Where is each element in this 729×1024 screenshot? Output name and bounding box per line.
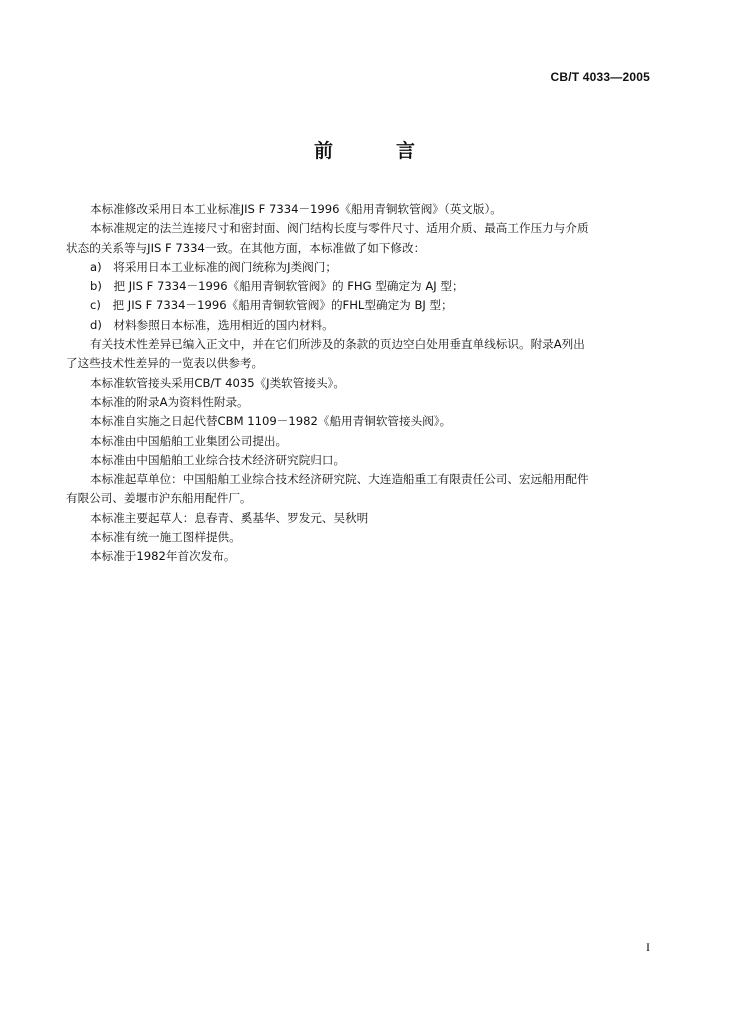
list-item-d: d) 材料参照日本标准，选用相近的国内材料。 — [90, 317, 334, 332]
paragraph-drafting-units-line1: 本标准起草单位：中国船舶工业综合技术经济研究院、大连造船重工有限责任公司、宏远船用配件 — [90, 472, 589, 487]
document-body — [66, 200, 658, 567]
page-number: I — [646, 940, 650, 954]
paragraph-first-issue: 本标准于1982年首次发布。 — [90, 549, 236, 564]
paragraph-scope-line1: 本标准规定的法兰连接尺寸和密封面、阀门结构长度与零件尺寸、适用介质、最高工作压力与介质 — [90, 221, 589, 236]
paragraph-replaces: 本标准自实施之日起代替CBM 1109－1982《船用青铜软管接头阀》。 — [90, 414, 452, 429]
list-item-c: c) 把 JIS F 7334－1996《船用青铜软管阀》的FHL型确定为 BJ 型； — [90, 298, 453, 313]
paragraph-drafting-units-line2: 有限公司、姜堰市沪东船用配件厂。 — [66, 491, 252, 506]
paragraph-managed-by: 本标准由中国船舶工业综合技术经济研究院归口。 — [90, 452, 346, 467]
paragraph-differences-line2: 了这些技术性差异的一览表以供参考。 — [66, 356, 264, 371]
paragraph-differences-line1: 有关技术性差异已编入正文中，并在它们所涉及的条款的页边空白处用垂直单线标识。附录A列出 — [90, 337, 585, 352]
list-item-a: a) 将采用日本工业标准的阀门统称为J类阀门； — [90, 259, 337, 274]
list-item-b: b) 把 JIS F 7334－1996《船用青铜软管阀》的 FHG 型确定为 AJ 型； — [90, 279, 464, 294]
paragraph-scope-line2: 状态的关系等与JIS F 7334一致。在其他方面，本标准做了如下修改： — [66, 240, 426, 255]
paragraph-drawings: 本标准有统一施工图样提供。 — [90, 530, 241, 545]
paragraph-appendix: 本标准的附录A为资料性附录。 — [90, 394, 249, 409]
page-title: 前 言 — [313, 140, 437, 162]
document-code: CB/T 4033—2005 — [550, 70, 650, 84]
paragraph-hose-connector: 本标准软管接头采用CB/T 4035《J类软管接头》。 — [90, 375, 345, 390]
paragraph-drafters: 本标准主要起草人：息春青、奚基华、罗发元、吴秋明 — [90, 510, 369, 525]
paragraph-adoption: 本标准修改采用日本工业标准JIS F 7334－1996《船用青铜软管阀》（英文版）。 — [90, 202, 502, 216]
paragraph-proposed-by: 本标准由中国船舶工业集团公司提出。 — [90, 433, 288, 448]
